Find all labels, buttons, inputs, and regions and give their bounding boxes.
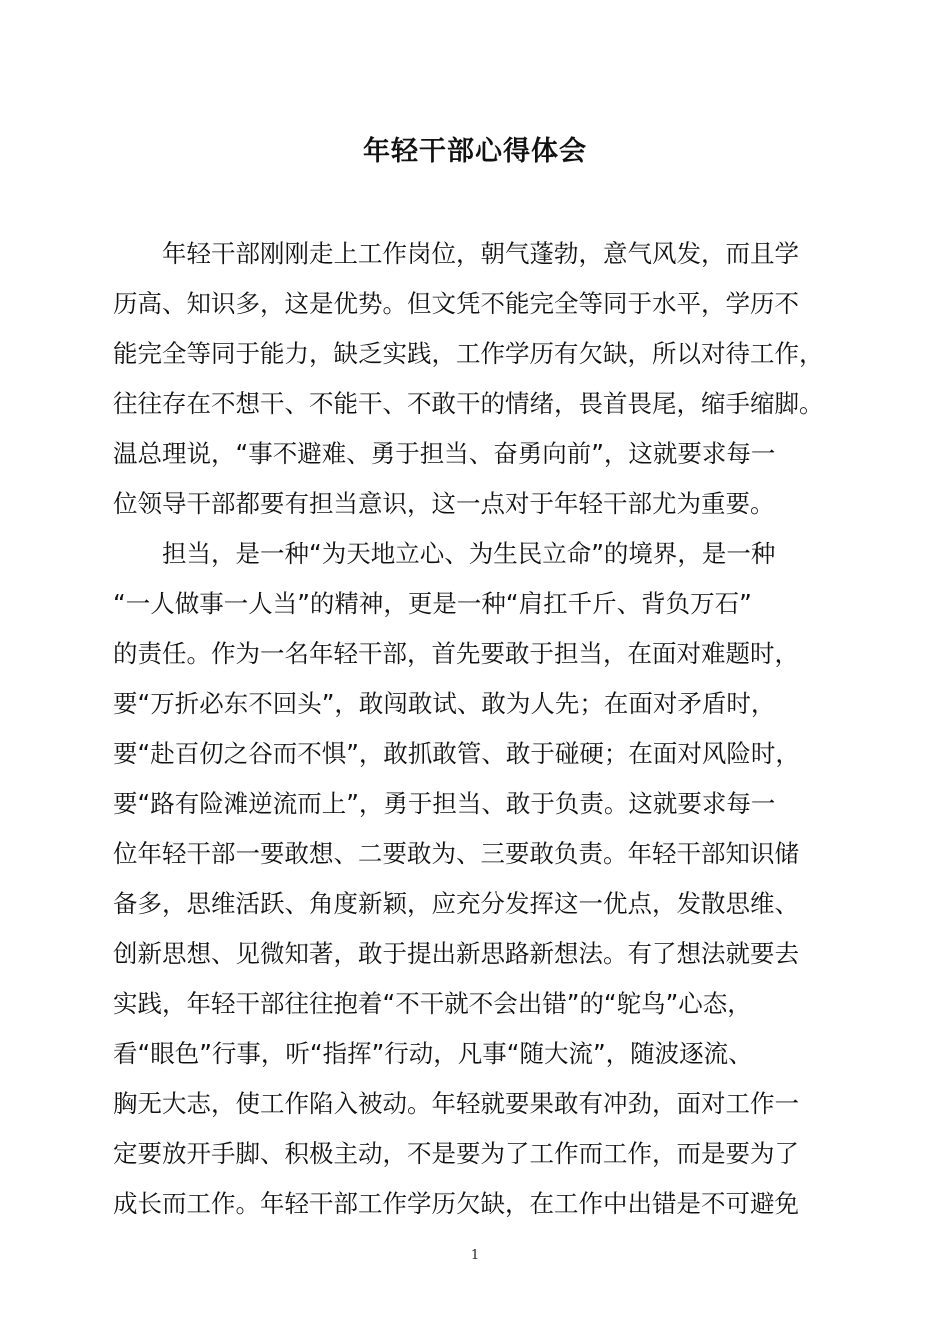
- paragraph-2-line-2: “一人做事一人当”的精神，更是一种“肩扛千斤、背负万石”: [113, 589, 752, 618]
- paragraph-2-line-10: 实践，年轻干部往往抱着“不干就不会出错”的“鸵鸟”心态，: [113, 989, 752, 1018]
- paragraph-2-line-11: 看“眼色”行事，听“指挥”行动，凡事“随大流”，随波逐流、: [113, 1039, 753, 1068]
- paragraph-2-line-3: 的责任。作为一名年轻干部，首先要敢于担当，在面对难题时，: [113, 639, 799, 668]
- paragraph-2-line-14: 成长而工作。年轻干部工作学历欠缺，在工作中出错是不可避免: [113, 1189, 799, 1218]
- paragraph-1-line-3: 能完全等同于能力，缺乏实践，工作学历有欠缺，所以对待工作，: [113, 339, 824, 368]
- paragraph-2-line-4: 要“万折必东不回头”，敢闯敢试、敢为人先；在面对矛盾时，: [113, 689, 776, 718]
- paragraph-2-line-6: 要“路有险滩逆流而上”，勇于担当、敢于负责。这就要求每一: [113, 789, 776, 818]
- paragraph-1-line-5: 温总理说，“事不避难、勇于担当、奋勇向前”，这就要求每一: [113, 439, 776, 468]
- paragraph-2-line-5: 要“赴百仞之谷而不惧”，敢抓敢管、敢于碰硬；在面对风险时，: [113, 739, 800, 768]
- document-title: 年轻干部心得体会: [363, 136, 587, 167]
- paragraph-2-line-13: 定要放开手脚、积极主动，不是要为了工作而工作，而是要为了: [113, 1139, 799, 1168]
- paragraph-1-line-2: 历高、知识多，这是优势。但文凭不能完全等同于水平，学历不: [113, 289, 799, 318]
- document-body: [113, 229, 843, 1229]
- paragraph-2-line-12: 胸无大志，使工作陷入被动。年轻就要果敢有冲劲，面对工作一: [113, 1089, 799, 1118]
- paragraph-2-line-9: 创新思想、见微知著，敢于提出新思路新想法。有了想法就要去: [113, 939, 799, 968]
- paragraph-2-line-8: 备多，思维活跃、角度新颖，应充分发挥这一优点，发散思维、: [113, 889, 799, 918]
- page-number: 1: [470, 1248, 480, 1263]
- paragraph-1-line-6: 位领导干部都要有担当意识，这一点对于年轻干部尤为重要。: [113, 489, 775, 518]
- paragraph-2-line-1: 担当，是一种“为天地立心、为生民立命”的境界，是一种: [162, 539, 776, 568]
- paragraph-1-line-4: 往往存在不想干、不能干、不敢干的情绪，畏首畏尾，缩手缩脚。: [113, 389, 824, 418]
- paragraph-1-line-1: 年轻干部刚刚走上工作岗位，朝气蓬勃，意气风发，而且学: [162, 239, 799, 268]
- paragraph-2-line-7: 位年轻干部一要敢想、二要敢为、三要敢负责。年轻干部知识储: [113, 839, 799, 868]
